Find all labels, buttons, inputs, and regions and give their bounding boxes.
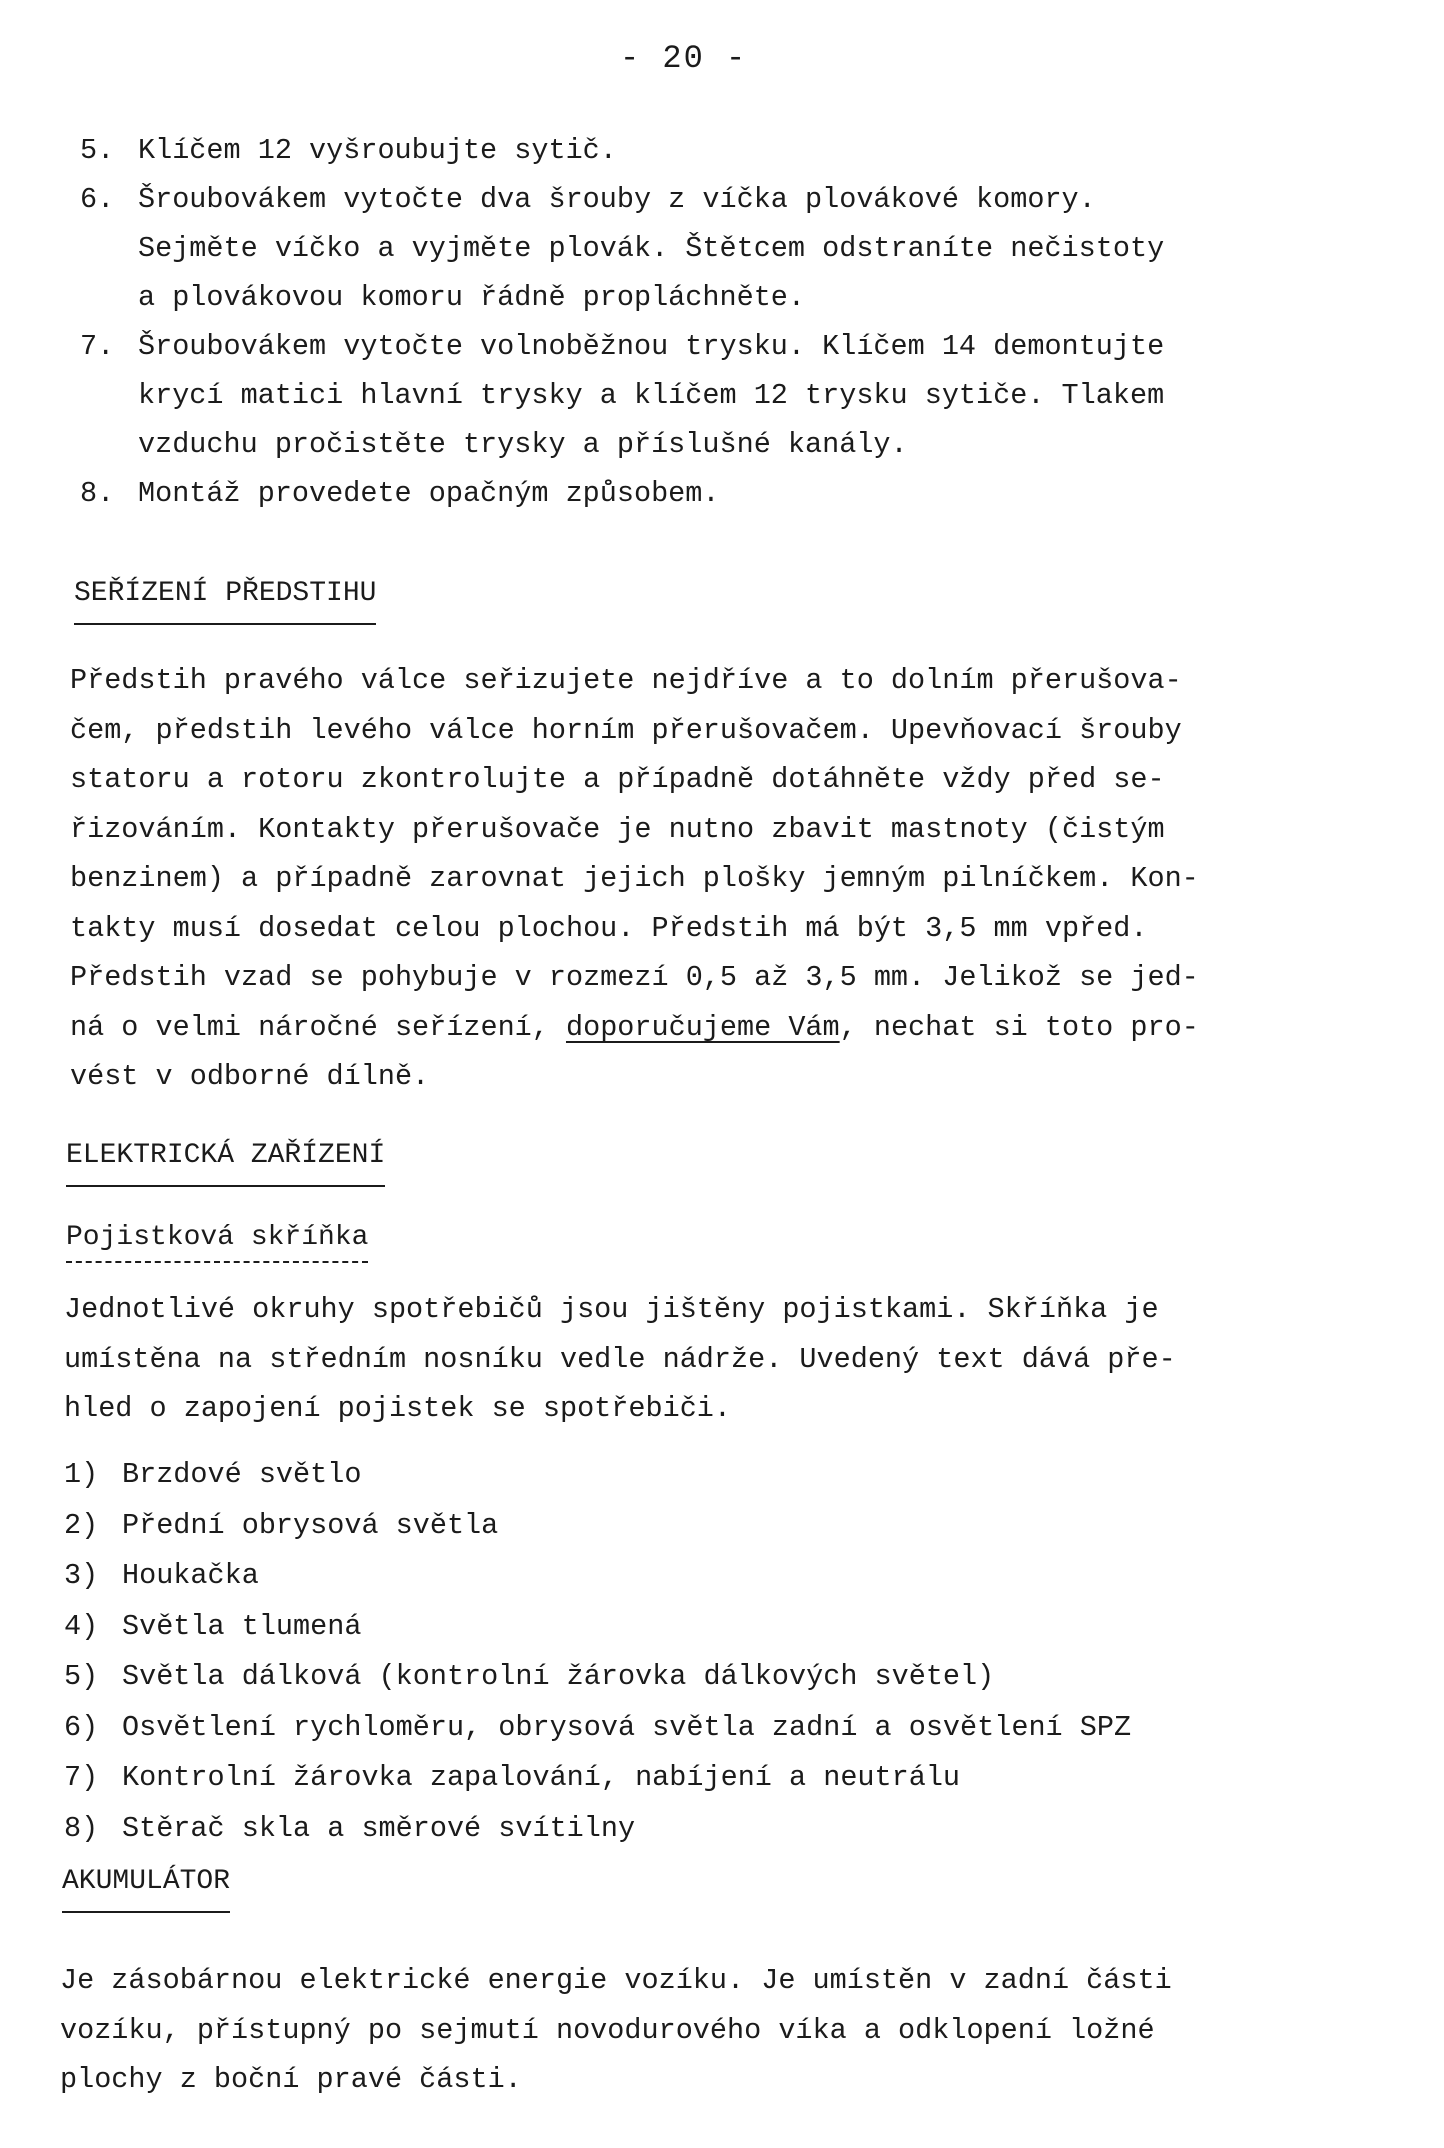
ignition-paragraph	[70, 656, 1199, 1102]
paragraph-line: vozíku, přístupný po sejmutí novodurového víka a odklopení ložné	[60, 2013, 1155, 2047]
step-line: vzduchu pročistěte trysky a příslušné kanály.	[138, 428, 908, 461]
step-item	[80, 175, 1380, 322]
section-heading-ignition: SEŘÍZENÍ PŘEDSTIHU	[74, 578, 376, 625]
step-line: krycí matici hlavní trysky a klíčem 12 trysku sytiče. Tlakem	[138, 379, 1165, 412]
step-text	[138, 175, 1380, 322]
fuse-label: Osvětlení rychloměru, obrysová světla zadní a osvětlení SPZ	[122, 1710, 1132, 1744]
step-item	[80, 126, 1380, 175]
fuse-label: Kontrolní žárovka zapalování, nabíjení a neutrálu	[122, 1761, 961, 1794]
paragraph-line: Jednotlivé okruhy spotřebičů jsou jištěny pojistkami. Skříňka je	[64, 1293, 1159, 1326]
fuse-label: Houkačka	[122, 1559, 259, 1592]
paragraph-line: hled o zapojení pojistek se spotřebiči.	[64, 1392, 732, 1425]
step-text	[138, 126, 1380, 175]
fuse-item	[64, 1450, 1131, 1501]
step-number: 6.	[80, 183, 115, 216]
fuse-label: Světla tlumená	[122, 1609, 362, 1643]
fuse-number: 8)	[64, 1811, 99, 1845]
paragraph-line: statoru a rotoru zkontrolujte a případně dotáhněte vždy před se-	[70, 763, 1165, 796]
fuse-number: 7)	[64, 1761, 99, 1794]
paragraph-line: řizováním. Kontakty přerušovače je nutno zbavit mastnoty (čistým	[70, 812, 1165, 846]
fuse-item	[64, 1652, 1131, 1703]
fuse-label: Přední obrysová světla	[122, 1508, 499, 1542]
step-number: 7.	[80, 330, 115, 363]
step-line: Montáž provedete opačným způsobem.	[138, 477, 720, 510]
fuse-number: 2)	[64, 1508, 99, 1542]
fuse-item	[64, 1501, 1131, 1552]
fuse-label: Světla dálková (kontrolní žárovka dálkových světel)	[122, 1660, 995, 1693]
fuse-item	[64, 1551, 1131, 1602]
paragraph-line	[70, 1003, 1199, 1053]
battery-paragraph	[60, 1956, 1172, 2105]
fuse-number: 6)	[64, 1710, 99, 1744]
step-line: Šroubovákem vytočte volnoběžnou trysku. Klíčem 14 demontujte	[138, 330, 1165, 363]
section-heading-electrical: ELEKTRICKÁ ZAŘÍZENÍ	[66, 1140, 385, 1187]
line-text: , nechat si toto pro-	[839, 1010, 1199, 1044]
paragraph-line: čem, předstih levého válce horním přerušovačem. Upevňovací šrouby	[70, 713, 1182, 747]
fuse-item	[64, 1703, 1131, 1754]
subheading-fuse-box: Pojistková skříňka	[66, 1222, 368, 1263]
fuse-number: 4)	[64, 1609, 99, 1643]
section-heading-battery: AKUMULÁTOR	[62, 1866, 230, 1913]
step-number: 8.	[80, 477, 115, 510]
step-text	[138, 322, 1380, 469]
step-line: Sejměte víčko a vyjměte plovák. Štětcem odstraníte nečistoty	[138, 232, 1165, 265]
step-line: Klíčem 12 vyšroubujte sytič.	[138, 134, 617, 167]
fuse-label: Stěrač skla a směrové svítilny	[122, 1811, 636, 1845]
step-item	[80, 322, 1380, 469]
paragraph-line: umístěna na středním nosníku vedle nádrže. Uvedený text dává pře-	[64, 1342, 1176, 1376]
step-line: a plovákovou komoru řádně propláchněte.	[138, 281, 806, 314]
fuse-item	[64, 1602, 1131, 1653]
step-text	[138, 469, 1380, 518]
fuse-number: 3)	[64, 1559, 99, 1592]
fuse-number: 1)	[64, 1458, 99, 1491]
paragraph-line: benzinem) a případně zarovnat jejich plošky jemným pilníčkem. Kon-	[70, 862, 1199, 895]
paragraph-line: plochy z boční pravé části.	[60, 2063, 522, 2096]
paragraph-line: Předstih pravého válce seřizujete nejdříve a to dolním přerušova-	[70, 664, 1182, 697]
paragraph-line: takty musí dosedat celou plochou. Předstih má být 3,5 mm vpřed.	[70, 911, 1148, 945]
fuse-list	[64, 1450, 1131, 1854]
steps-list	[80, 126, 1380, 518]
paragraph-line: Předstih vzad se pohybuje v rozmezí 0,5 až 3,5 mm. Jelikož se jed-	[70, 961, 1199, 994]
paragraph-line: vést v odborné dílně.	[70, 1060, 430, 1093]
recommendation-emphasis: doporučujeme Vám	[565, 1010, 840, 1044]
paragraph-line: Je zásobárnou elektrické energie vozíku. Je umístěn v zadní části	[60, 1964, 1172, 1997]
fuse-number: 5)	[64, 1660, 99, 1693]
line-text: ná o velmi náročné seřízení,	[70, 1010, 566, 1044]
fuse-item	[64, 1804, 1131, 1855]
step-line: Šroubovákem vytočte dva šrouby z víčka plovákové komory.	[138, 183, 1096, 216]
fuse-item	[64, 1753, 1131, 1804]
fuse-label: Brzdové světlo	[122, 1458, 362, 1491]
fuse-box-paragraph	[64, 1285, 1176, 1434]
step-item	[80, 469, 1380, 518]
page-number: - 20 -	[620, 40, 748, 77]
step-number: 5.	[80, 134, 115, 167]
